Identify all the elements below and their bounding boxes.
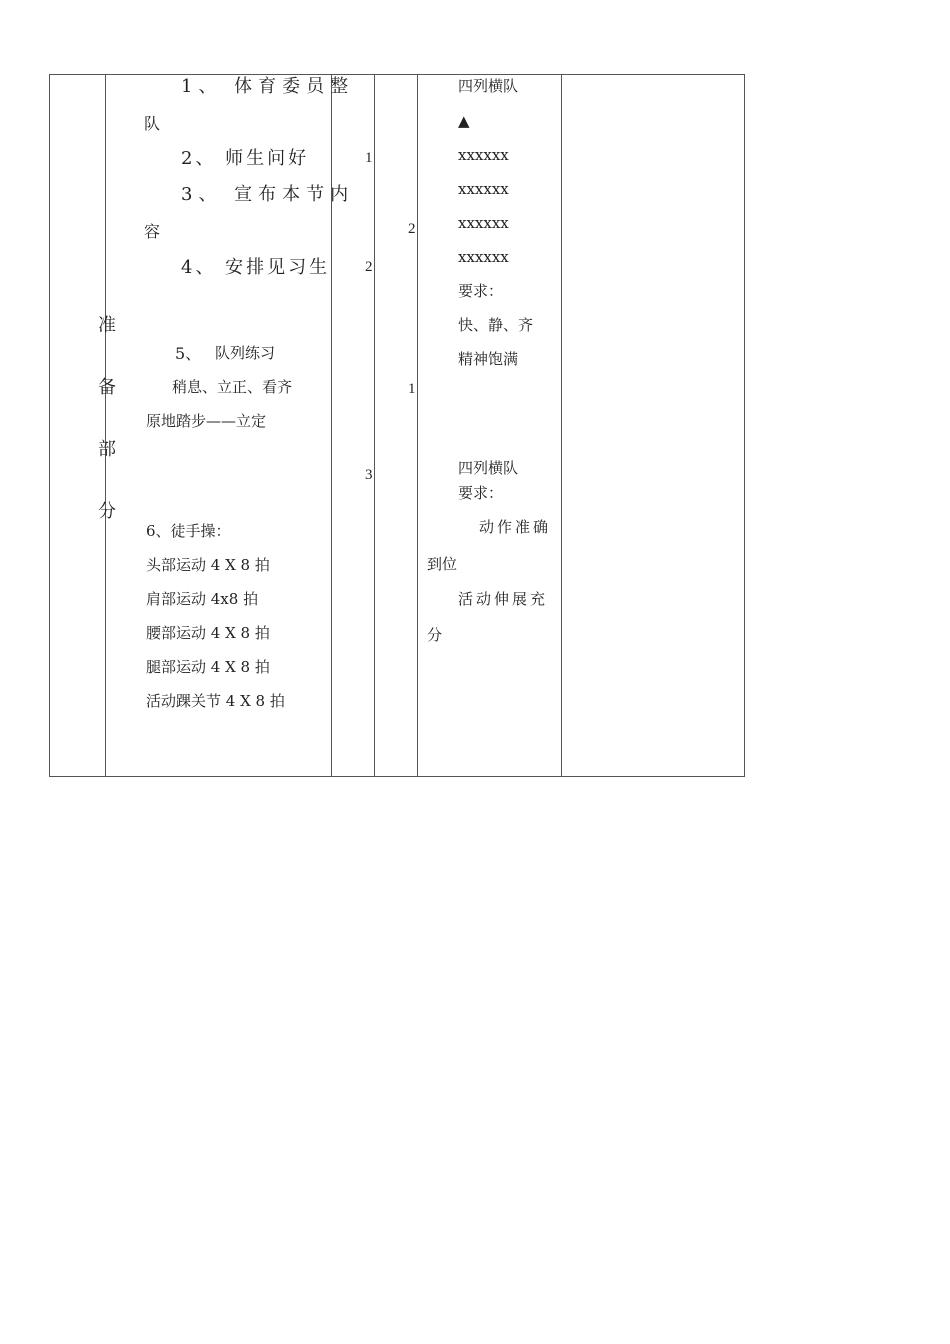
exercise-item: 腿部运动 4 X 8 拍 <box>146 658 270 676</box>
formation-row: xxxxxx <box>458 146 509 164</box>
column-divider <box>417 75 418 776</box>
exercise-item: 腰部运动 4 X 8 拍 <box>146 624 270 642</box>
section-label-char: 备 <box>98 377 116 398</box>
requirement-text: 动作准确 <box>479 518 552 536</box>
content-item-3-cont: 容 <box>144 222 161 241</box>
content-item-4: 4、 安排见习生 <box>181 257 331 278</box>
content-item-5-number: 5、 <box>175 344 202 363</box>
column-divider <box>331 75 332 776</box>
formation-row: xxxxxx <box>458 248 509 266</box>
section-label-char: 部 <box>98 439 116 460</box>
column-divider <box>105 75 106 776</box>
content-item-1-cont: 队 <box>144 114 161 133</box>
column-a-number: 1 <box>365 150 373 166</box>
column-a-number: 3 <box>365 467 373 483</box>
requirement-text: 精神饱满 <box>458 350 519 368</box>
column-b-number: 1 <box>408 381 416 397</box>
column-a-number: 2 <box>365 259 373 275</box>
content-item-5-detail: 原地踏步——立定 <box>146 412 267 430</box>
requirement-label: 要求： <box>458 282 504 300</box>
column-divider <box>561 75 562 776</box>
exercise-item: 活动踝关节 4 X 8 拍 <box>146 692 285 710</box>
requirement-label: 要求： <box>458 484 504 502</box>
content-item-3: 3、 宣布本节内 <box>181 184 355 205</box>
requirement-text: 活动伸展充 <box>458 590 549 608</box>
requirement-text: 快、静、齐 <box>458 316 534 334</box>
column-divider <box>374 75 375 776</box>
content-item-2: 2、 师生问好 <box>181 148 310 169</box>
content-item-5: 队列练习 <box>215 344 276 362</box>
formation-row: xxxxxx <box>458 180 509 198</box>
section-label-char: 分 <box>98 501 116 522</box>
section-label-char: 准 <box>98 315 116 336</box>
requirement-text: 到位 <box>427 555 458 573</box>
content-item-5-detail: 稍息、立正、看齐 <box>172 378 293 396</box>
exercise-item: 头部运动 4 X 8 拍 <box>146 556 270 574</box>
teacher-marker: ▲ <box>458 112 470 130</box>
requirement-text: 分 <box>427 626 443 644</box>
content-item-1: 1、 体育委员整 <box>181 76 355 97</box>
formation-row: xxxxxx <box>458 214 509 232</box>
formation-label: 四列横队 <box>458 459 519 477</box>
column-b-number: 2 <box>408 221 416 237</box>
content-item-6: 6、徒手操： <box>146 522 231 540</box>
formation-label: 四列横队 <box>458 77 519 95</box>
exercise-item: 肩部运动 4x8 拍 <box>146 590 259 608</box>
